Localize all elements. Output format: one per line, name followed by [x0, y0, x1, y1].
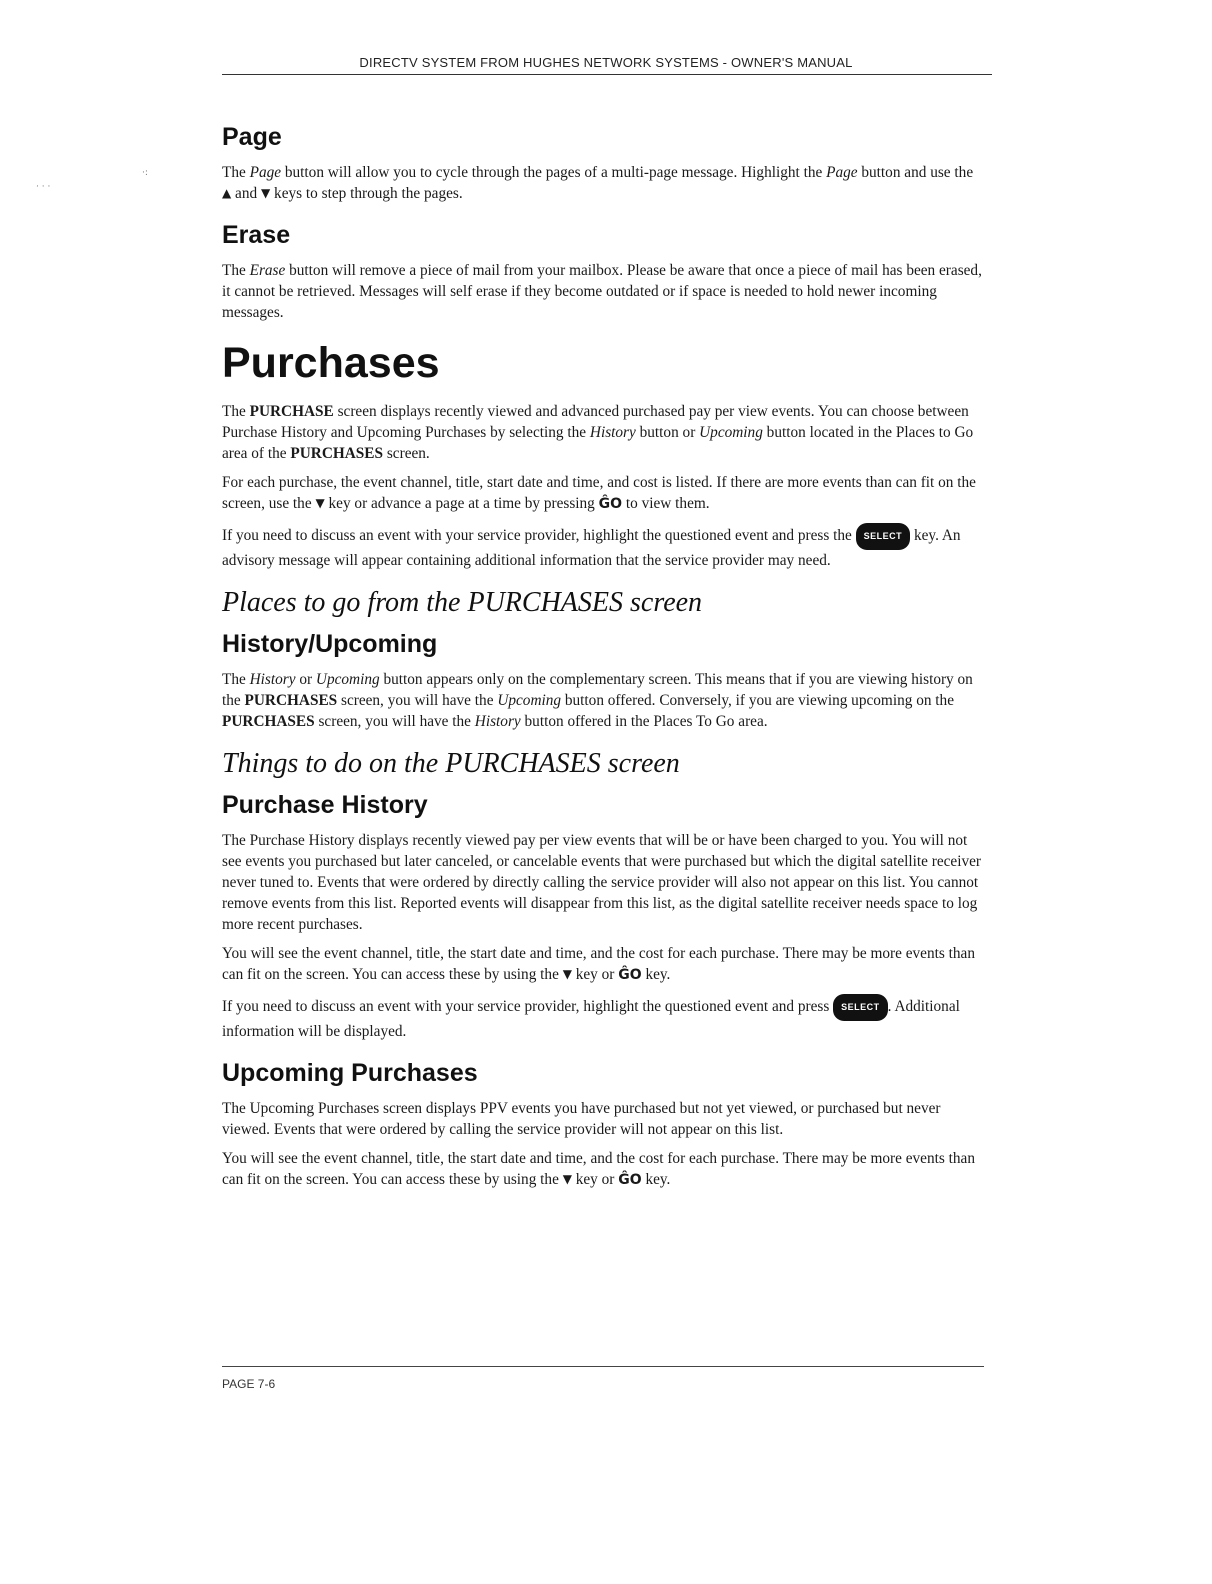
history-upcoming-paragraph: The History or Upcoming button appears only on the complementary screen. This means that if you are viewing history on the PURCHASES screen, you will have the Upcoming button offered. Conversely, if you are viewing upcoming on the PURCHASES screen, you will have the History button offered in the Places To Go area. [222, 671, 973, 730]
down-arrow-key-icon: ▼ [562, 967, 572, 981]
scan-speck: ·: [142, 168, 148, 178]
purchase-history-paragraph-2: You will see the event channel, title, the start date and time, and the cost for each purchase. There may be more events than can fit on the screen. You can access these by using the ▼ key or ĜO key. [222, 943, 982, 986]
purchases-paragraph-3: If you need to discuss an event with your service provider, highlight the questioned event and press the SELECT key. An advisory message will appear containing additional information that the service provider may need. [222, 523, 982, 571]
down-arrow-key-icon: ▼ [260, 186, 271, 200]
purchase-history-paragraph-3: If you need to discuss an event with your service provider, highlight the questioned event and press SELECT . Additional information will be displayed. [222, 994, 982, 1042]
heading-purchase-history: Purchase History [222, 791, 428, 819]
upcoming-purchases-paragraph-2: You will see the event channel, title, the start date and time, and the cost for each purchase. There may be more events than can fit on the screen. You can access these by using the ▼ key or ĜO key. [222, 1148, 982, 1191]
purchases-paragraph-2: For each purchase, the event channel, title, start date and time, and cost is listed. If there are more events than can fit on the screen, use the ▼ key or advance a page at a time by pressing ĜO to view them. [222, 472, 982, 515]
down-arrow-key-icon: ▼ [315, 496, 325, 510]
erase-paragraph: The Erase button will remove a piece of mail from your mailbox. Please be aware that once a piece of mail has been erased, it cannot be retrieved. Messages will self erase if they become outdated or if space is needed to hold newer incoming messages. [222, 262, 982, 321]
heading-things-to-do: Things to do on the PURCHASES screen [222, 748, 680, 779]
footer-rule [222, 1366, 984, 1367]
header-rule [222, 74, 992, 75]
upcoming-purchases-paragraph-1: The Upcoming Purchases screen displays PPV events you have purchased but not yet viewed, or purchased but never viewed. Events that were ordered by calling the service provider will not appear on this list. [222, 1100, 941, 1138]
up-arrow-key-icon: ▲ [222, 186, 232, 200]
go-key-icon: ĜO [618, 967, 642, 983]
select-key-icon: SELECT [856, 523, 911, 550]
go-key-icon: ĜO [598, 496, 623, 512]
page-paragraph: The Page button will allow you to cycle through the pages of a multi-page message. Highlight the Page button and use the ▲ and ▼ keys to step through the pages. [222, 164, 974, 202]
purchase-history-paragraph-1: The Purchase History displays recently viewed pay per view events that will be or have been charged to you. You will not see events you purchased but later canceled, or cancelable events that were purchased but which the digital satellite receiver never tuned to. Events that were ordered by directly calling the service provider will also not appear on this list. You cannot remove events from this list. Reported events will disappear from this list, as the digital satellite receiver needs space to log more recent purchases. [222, 832, 981, 933]
down-arrow-key-icon: ▼ [562, 1172, 572, 1186]
select-key-icon: SELECT [833, 994, 888, 1021]
heading-page: Page [222, 123, 282, 151]
running-header: DIRECTV SYSTEM FROM HUGHES NETWORK SYSTEMS - OWNER'S MANUAL [359, 55, 853, 70]
heading-purchases: Purchases [222, 339, 440, 387]
heading-erase: Erase [222, 221, 291, 249]
heading-places-to-go: Places to go from the PURCHASES screen [222, 587, 703, 618]
go-key-icon: ĜO [618, 1172, 642, 1188]
heading-history-upcoming: History/Upcoming [222, 630, 438, 658]
page-number: PAGE 7-6 [222, 1377, 276, 1391]
scan-speck: · · · [36, 182, 51, 192]
heading-upcoming-purchases: Upcoming Purchases [222, 1059, 478, 1087]
main-content [222, 122, 982, 1199]
purchases-paragraph-1: The PURCHASE screen displays recently viewed and advanced purchased pay per view events. You can choose between Purchase History and Upcoming Purchases by selecting the History button or Upcoming button located in the Places to Go area of the PURCHASES screen. [222, 403, 974, 462]
